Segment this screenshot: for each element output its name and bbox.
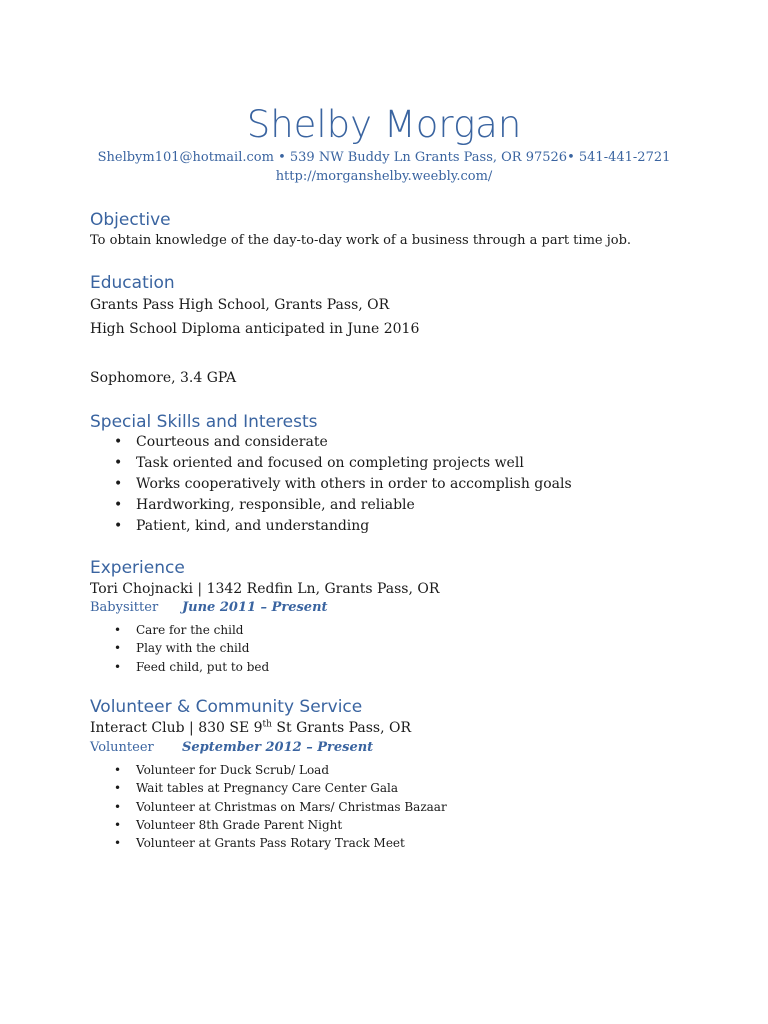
skills-heading: Special Skills and Interests	[90, 412, 318, 432]
bullet: •	[114, 799, 122, 814]
list-item: • Volunteer 8th Grade Parent Night	[90, 816, 447, 834]
experience-list	[90, 621, 269, 676]
list-item: • Volunteer at Christmas on Mars/ Christmas Bazaar	[90, 798, 447, 816]
volunteer-heading: Volunteer & Community Service	[90, 697, 363, 717]
email-link[interactable]: Shelbym101@hotmail.com	[97, 150, 274, 165]
volunteer-role: Volunteer	[90, 740, 154, 755]
bullet: •	[114, 659, 122, 674]
contact-line	[0, 149, 768, 167]
list-item: • Patient, kind, and understanding	[90, 516, 572, 537]
volunteer-list	[90, 761, 447, 852]
separator: •	[273, 150, 290, 165]
bullet: •	[114, 836, 122, 851]
list-item: • Care for the child	[90, 621, 269, 639]
address: 539 NW Buddy Ln Grants Pass, OR 97526	[289, 150, 568, 165]
education-school: Grants Pass High School, Grants Pass, OR	[90, 297, 390, 313]
website-link[interactable]: http://morganshelby.weebly.com/	[275, 169, 493, 184]
bullet: •	[114, 641, 122, 656]
objective-text: To obtain knowledge of the day-to-day work of a business through a part time job.	[90, 233, 632, 248]
volunteer-dates: September 2012 – Present	[182, 740, 374, 755]
list-item: • Play with the child	[90, 639, 269, 657]
bullet: •	[114, 497, 123, 513]
bullet: •	[114, 623, 122, 637]
phone: 541-441-2721	[578, 150, 671, 165]
experience-role: Babysitter	[90, 600, 159, 615]
list-item: • Feed child, put to bed	[90, 658, 269, 676]
bullet: •	[114, 434, 123, 450]
bullet: •	[114, 476, 123, 492]
bullet: •	[114, 518, 123, 534]
list-item: • Works cooperatively with others in order to accomplish goals	[90, 474, 572, 495]
experience-role-line	[90, 599, 328, 617]
objective-heading: Objective	[90, 210, 171, 230]
list-item: • Courteous and considerate	[90, 432, 572, 453]
list-item: • Volunteer at Grants Pass Rotary Track Meet	[90, 834, 447, 852]
education-diploma: High School Diploma anticipated in June 2016	[90, 321, 420, 337]
experience-heading: Experience	[90, 558, 185, 578]
experience-dates: June 2011 – Present	[182, 600, 328, 615]
candidate-name: Shelby Morgan	[246, 103, 522, 146]
list-item: • Volunteer for Duck Scrub/ Load	[90, 761, 447, 779]
bullet: •	[114, 781, 122, 796]
list-item: • Hardworking, responsible, and reliable	[90, 495, 572, 516]
list-item: • Task oriented and focused on completing projects well	[90, 453, 572, 474]
skills-list	[90, 432, 572, 537]
bullet: •	[114, 817, 122, 832]
list-item: • Wait tables at Pregnancy Care Center Gala	[90, 779, 447, 797]
bullet: •	[114, 763, 122, 777]
volunteer-org: Interact Club | 830 SE 9th St Grants Pass, OR	[90, 719, 412, 736]
education-heading: Education	[90, 273, 175, 293]
volunteer-role-line	[90, 739, 373, 757]
experience-employer: Tori Chojnacki | 1342 Redfin Ln, Grants Pass, OR	[90, 581, 440, 597]
bullet: •	[114, 455, 123, 471]
education-standing: Sophomore, 3.4 GPA	[90, 370, 237, 386]
separator: •	[567, 150, 579, 165]
